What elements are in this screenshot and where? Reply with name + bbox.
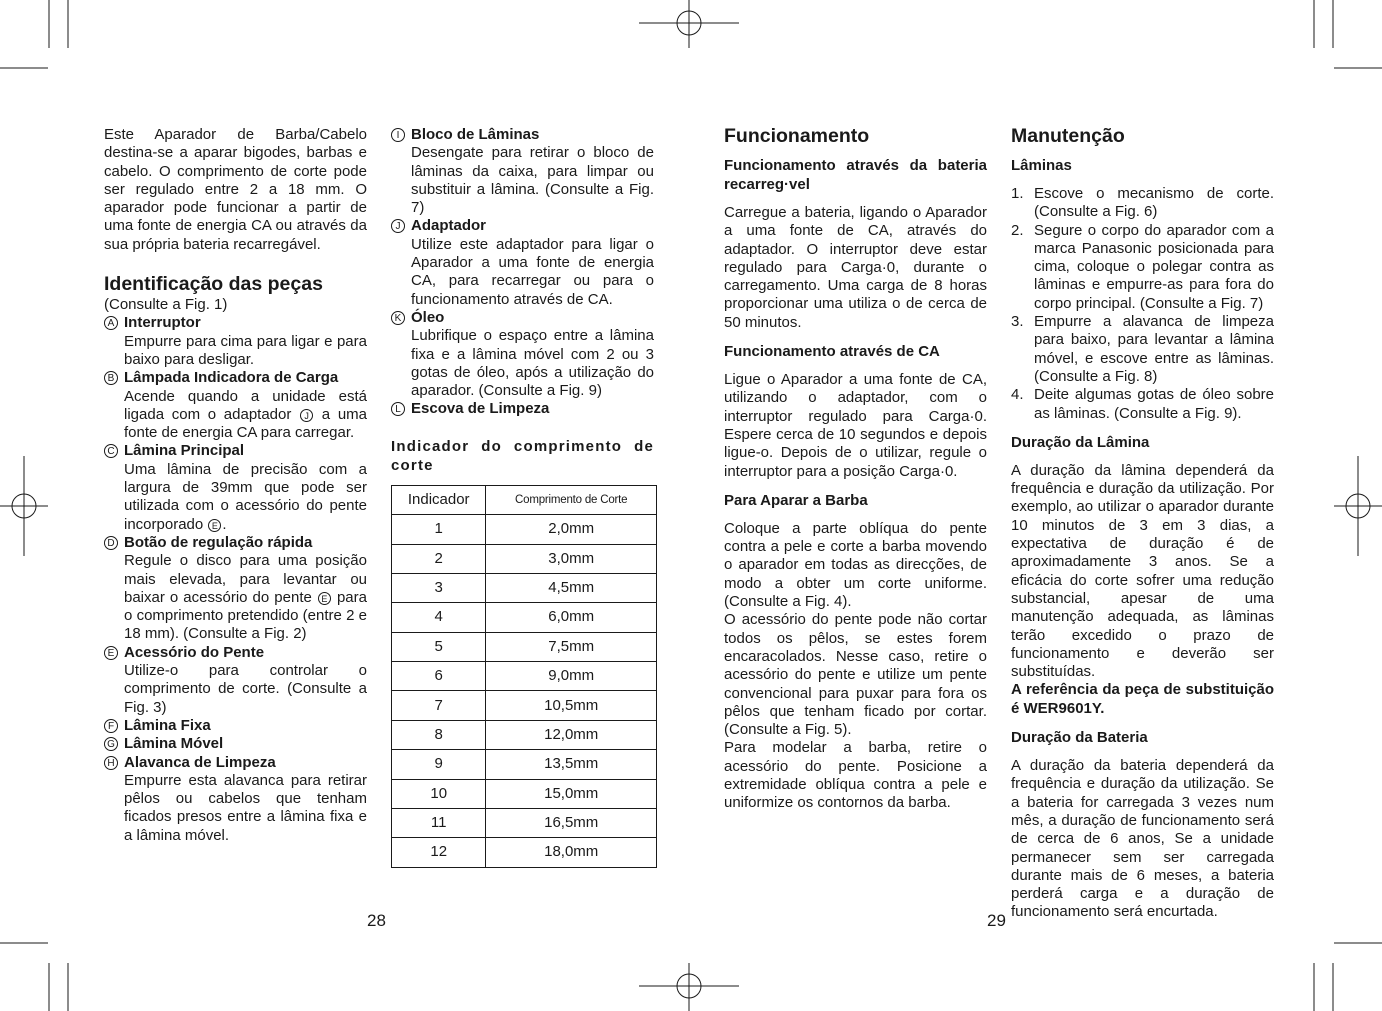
table-row xyxy=(392,603,657,632)
duracao-bateria-paragraph: A duração da bateria dependerá da frequência e duração da utilização. Se a bateria for carregada 3 vezes num mês, a duração de funcionamento será de cerca de 6 anos, Se a unidade permanecer sem ser carregada durante mais de 6 meses, a bateria perderá carga e a duração de funcionamento será encurtada. xyxy=(1011,757,1274,921)
column-3 xyxy=(724,124,987,813)
part-letter: B xyxy=(104,371,118,385)
part-title: Escova de Limpeza xyxy=(411,400,550,418)
list-item: 1. Escove o mecanismo de corte. (Consulte a Fig. 6) xyxy=(1011,185,1274,221)
table-header-row xyxy=(392,485,657,514)
barba-paragraph-2: O acessório do pente pode não cortar todos os pêlos, se estes forem encaracolados. Nesse caso, retire o acessório do pente e utilize um pente convencional para puxar para fora os pêlos que tenham ficado por cortar. (Consulte a Fig. 5). xyxy=(724,611,987,739)
part-letter: L xyxy=(391,402,405,416)
part-l xyxy=(391,400,654,418)
table-body xyxy=(392,515,657,868)
part-desc: Desengate para retirar o bloco de lâminas da caixa, para limpar ou substituir a lâmina. (Consulte a Fig. 7) xyxy=(411,144,654,217)
indicator-cell: 11 xyxy=(392,809,486,838)
list-item: 3. Empurre a alavanca de limpeza para baixo, para levantar a lâmina móvel, e escove entre as lâminas. (Consulte a Fig. 8) xyxy=(1011,313,1274,385)
part-title: Lâmina Móvel xyxy=(124,735,224,753)
part-a xyxy=(104,314,367,369)
length-cell: 2,0mm xyxy=(486,515,657,544)
indicator-cell: 4 xyxy=(392,603,486,632)
length-cell: 18,0mm xyxy=(486,838,657,867)
part-title: Botão de regulação rápida xyxy=(124,533,313,551)
part-desc: Utilize-o para controlar o comprimento de corte. (Consulte a Fig. 3) xyxy=(124,662,367,716)
page-number-left: 28 xyxy=(367,911,386,930)
length-cell: 7,5mm xyxy=(486,632,657,661)
section-title-indicador: Indicador do comprimento de corte xyxy=(391,437,654,474)
subheading-duracao-bateria: Duração da Bateria xyxy=(1011,729,1148,747)
part-desc: Empurre para cima para ligar e para baixo para desligar. xyxy=(124,332,367,368)
section-title-identificacao: Identificação das peças xyxy=(104,273,323,296)
length-cell: 12,0mm xyxy=(486,720,657,749)
part-title: Óleo xyxy=(411,308,445,326)
page-number-right: 29 xyxy=(987,911,1006,930)
part-title: Alavanca de Limpeza xyxy=(124,753,276,771)
table-row xyxy=(392,632,657,661)
registration-mark-bottom xyxy=(639,963,739,1011)
barba-paragraph-1: Coloque a parte oblíqua do pente contra a pele e corte a barba movendo o aparador em todas as direcções, de modo a obter um corte uniforme. (Consulte a Fig. 4). xyxy=(724,519,987,611)
indicator-cell: 6 xyxy=(392,662,486,691)
length-cell: 16,5mm xyxy=(486,809,657,838)
part-desc: Empurre esta alavanca para retirar pêlos ou cabelos que tenham ficados presos entre a lâmina fixa e a lâmina móvel. xyxy=(124,771,367,844)
length-cell: 10,5mm xyxy=(486,691,657,720)
part-title: Lâmina Fixa xyxy=(124,716,211,734)
section-title-manutencao: Manutenção xyxy=(1011,125,1125,147)
part-b xyxy=(104,369,367,442)
length-cell: 6,0mm xyxy=(486,603,657,632)
column-4 xyxy=(1011,124,1274,922)
part-k xyxy=(391,309,654,400)
part-letter: D xyxy=(104,536,118,550)
table-row xyxy=(392,838,657,867)
part-f xyxy=(104,717,367,735)
part-h xyxy=(104,754,367,845)
subheading-ca: Funcionamento através de CA xyxy=(724,343,940,361)
table-row xyxy=(392,662,657,691)
part-desc: Acende quando a unidade está ligada com o adaptador J a uma fonte de energia CA para carregar. xyxy=(124,387,367,442)
part-letter: J xyxy=(391,219,405,233)
indicator-cell: 7 xyxy=(392,691,486,720)
part-letter: F xyxy=(104,719,118,733)
indicator-cell: 5 xyxy=(392,632,486,661)
subheading-bateria: Funcionamento através da bateria recarreg·vel xyxy=(724,157,987,193)
figure-ref: (Consulte a Fig. 1) xyxy=(104,296,228,314)
registration-mark-left xyxy=(0,456,48,556)
part-letter: A xyxy=(104,316,118,330)
table-header-length: Comprimento de Corte xyxy=(486,485,657,514)
table-row xyxy=(392,515,657,544)
part-title: Interruptor xyxy=(124,314,201,332)
part-title: Bloco de Lâminas xyxy=(411,126,540,143)
ref-letter: E xyxy=(208,519,221,532)
bateria-paragraph: Carregue a bateria, ligando o Aparador a uma fonte de CA, através do adaptador. O interruptor deve estar regulado para Carga·0, durante o carregamento. Uma carga de 8 horas proporcionar uma utiliza o de cerca de 50 minutos. xyxy=(724,204,987,331)
indicator-cell: 1 xyxy=(392,515,486,544)
table-row xyxy=(392,809,657,838)
registration-mark-right xyxy=(1334,456,1382,556)
part-desc: Utilize este adaptador para ligar o Aparador a uma fonte de energia CA, para recarregar ou para o funcionamento através de CA. xyxy=(411,235,654,308)
column-2 xyxy=(391,126,654,868)
part-title: Acessório do Pente xyxy=(124,643,265,661)
ref-letter: E xyxy=(318,592,331,605)
table-row xyxy=(392,691,657,720)
subheading-laminas: Lâminas xyxy=(1011,157,1072,174)
part-d xyxy=(104,534,367,644)
part-letter: G xyxy=(104,737,118,751)
part-letter: I xyxy=(391,128,405,142)
ref-letter: J xyxy=(300,409,313,422)
barba-paragraph-3: Para modelar a barba, retire o acessório do pente. Posicione a extremidade oblíqua contra a pele e uniformize os contornos da barba. xyxy=(724,739,987,812)
section-title-funcionamento: Funcionamento xyxy=(724,125,870,147)
length-cell: 13,5mm xyxy=(486,750,657,779)
subheading-barba: Para Aparar a Barba xyxy=(724,491,868,509)
duracao-lamina-paragraph: A duração da lâmina dependerá da frequência e duração da utilização. Por exemplo, ao utilizar o aparador durante 10 minutos de 3 em 3 dias, a expectativa de duração é de aproximadamente 3 anos. Se a eficácia do corte sofrer uma redução substancial, apesar de uma manutenção adequada, as lâminas terão excedido o prazo de funcionamento e deverão ser substituídas. xyxy=(1011,461,1274,681)
table-row xyxy=(392,750,657,779)
intro-paragraph: Este Aparador de Barba/Cabelo destina-se a aparar bigodes, barbas e cabelo. O comprimento de corte pode ser regulado entre 2 a 18 mm. O aparador pode funcionar a partir de uma fonte de energia CA ou através da sua própria bateria recarregável. xyxy=(104,126,367,253)
part-j xyxy=(391,217,654,308)
registration-mark-top xyxy=(639,0,739,48)
indicator-cell: 3 xyxy=(392,573,486,602)
part-g xyxy=(104,735,367,753)
cut-length-table xyxy=(391,485,657,868)
part-i xyxy=(391,126,654,217)
replacement-part-reference: A referência da peça de substituição é WER9601Y. xyxy=(1011,681,1274,717)
table-header-indicator: Indicador xyxy=(392,485,486,514)
table-row xyxy=(392,544,657,573)
subheading-duracao-lamina: Duração da Lâmina xyxy=(1011,433,1150,451)
part-letter: H xyxy=(104,756,118,770)
column-1 xyxy=(104,126,367,845)
length-cell: 9,0mm xyxy=(486,662,657,691)
part-title: Lâmina Principal xyxy=(124,442,245,460)
part-desc: Uma lâmina de precisão com a largura de 39mm que pode ser utilizada com o acessório do pente incorporado E . xyxy=(124,460,367,533)
indicator-cell: 10 xyxy=(392,779,486,808)
table-row xyxy=(392,779,657,808)
part-title: Adaptador xyxy=(411,217,486,235)
part-c xyxy=(104,442,367,533)
list-item: 2. Segure o corpo do aparador com a marca Panasonic posicionada para cima, coloque o polegar contra as lâminas e empurre-as para fora do corpo principal. (Consulte a Fig. 7) xyxy=(1011,221,1274,312)
length-cell: 4,5mm xyxy=(486,573,657,602)
length-cell: 15,0mm xyxy=(486,779,657,808)
indicator-cell: 8 xyxy=(392,720,486,749)
table-row xyxy=(392,720,657,749)
part-e xyxy=(104,644,367,717)
part-desc: Regule o disco para uma posição mais elevada, para levantar ou baixar o acessório do pente E para o comprimento pretendido (entre 2 e 18 mm). (Consulte a Fig. 2) xyxy=(124,552,367,643)
length-cell: 3,0mm xyxy=(486,544,657,573)
table-row xyxy=(392,573,657,602)
part-letter: E xyxy=(104,646,118,660)
part-letter: C xyxy=(104,444,118,458)
indicator-cell: 2 xyxy=(392,544,486,573)
part-title: Lâmpada Indicadora de Carga xyxy=(124,369,339,387)
part-letter: K xyxy=(391,311,405,325)
indicator-cell: 12 xyxy=(392,838,486,867)
ca-paragraph: Ligue o Aparador a uma fonte de CA, utilizando o adaptador, com o interruptor regulado para Carga·0. Espere cerca de 10 segundos e depois ligue-o. Depois de o utilizar, regule o interruptor para a posição Carga·0. xyxy=(724,371,987,480)
maintenance-steps xyxy=(1011,185,1274,423)
indicator-cell: 9 xyxy=(392,750,486,779)
list-item: 4. Deite algumas gotas de óleo sobre as lâminas. (Consulte a Fig. 9). xyxy=(1011,386,1274,422)
part-desc: Lubrifique o espaço entre a lâmina fixa e a lâmina móvel com 2 ou 3 gotas de óleo, após a utilização do aparador. (Consulte a Fig. 9) xyxy=(411,327,654,400)
